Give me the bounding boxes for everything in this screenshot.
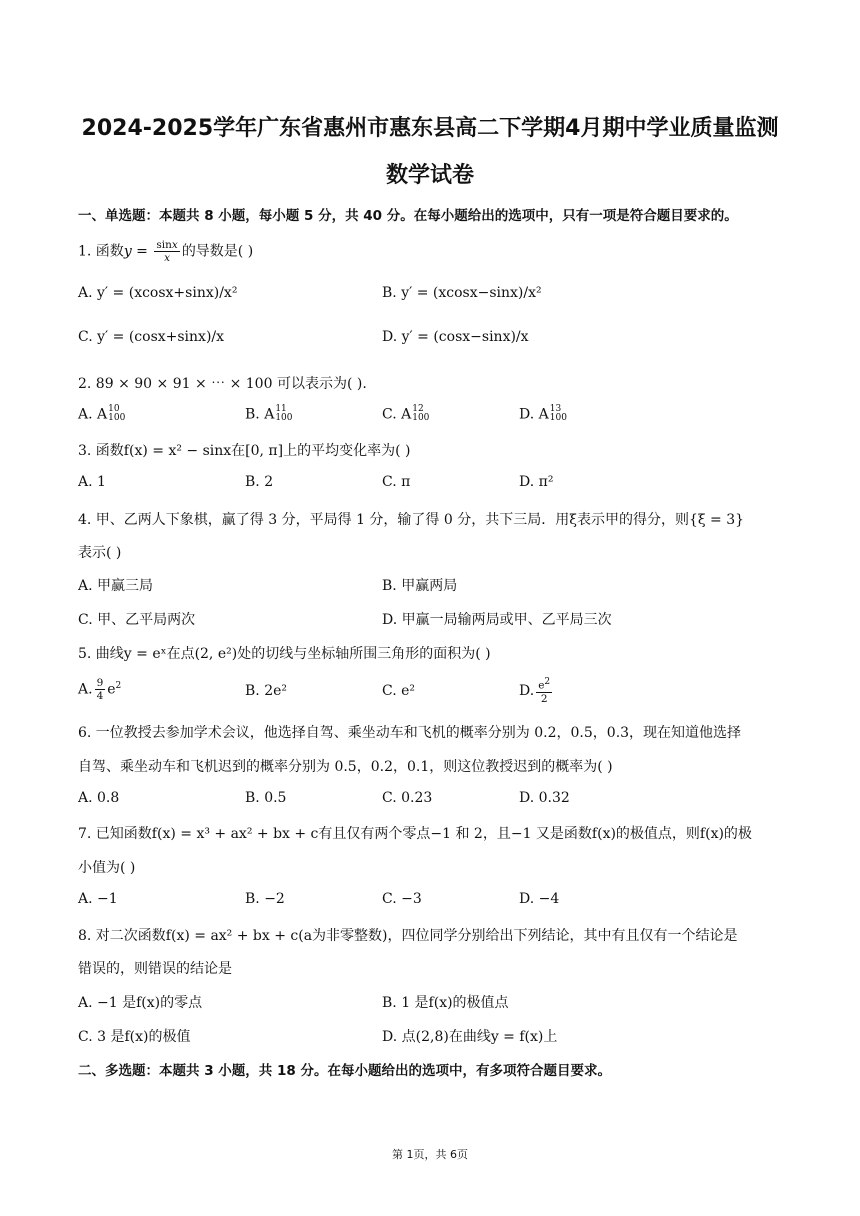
- q3-stem: 3. 函数f(x) = x² − sinx在[0, π]上的平均变化率为( ): [78, 443, 411, 459]
- q4-option-b: B. 甲赢两局: [382, 578, 458, 594]
- q6-option-d: D. 0.32: [519, 790, 570, 806]
- q7-option-d: D. −4: [519, 891, 560, 907]
- q8-option-a: A. −1 是f(x)的零点: [78, 995, 203, 1011]
- q8-stem-line1: 8. 对二次函数f(x) = ax² + bx + c(a为非零整数)，四位同学分别给出下列结论，其中有且仅有一个结论是: [78, 928, 738, 944]
- q3-option-b: B. 2: [245, 474, 274, 490]
- q6-option-c: C. 0.23: [382, 790, 433, 806]
- q2-option-d: D. A 13 100: [519, 404, 567, 424]
- section-1-header: 一、单选题：本题共 8 小题，每小题 5 分，共 40 分。在每小题给出的选项中，只有一项是符合题目要求的。: [78, 208, 738, 224]
- exam-title-line1: 2024-2025学年广东省惠州市惠东县高二下学期4月期中学业质量监测: [81, 116, 779, 141]
- q2-stem: 2. 89 × 90 × 91 × ⋯ × 100 可以表示为( ).: [78, 376, 367, 392]
- q4-stem-line2: 表示( ): [78, 545, 122, 561]
- q5-option-a-label: A.: [78, 681, 93, 698]
- q7-option-b: B. −2: [245, 891, 285, 907]
- q5-option-a: A. $\frac{9}{4}$ $e^2$: [78, 677, 122, 703]
- q7-option-a: A. −1: [78, 891, 118, 907]
- q8-option-d: D. 点(2,8)在曲线y = f(x)上: [382, 1029, 558, 1045]
- q2-option-c: C. A 12 100: [382, 404, 430, 424]
- q6-option-b: B. 0.5: [245, 790, 287, 806]
- q2-option-c-text: C. A: [382, 406, 412, 423]
- q5-option-d-fraction: $\frac{e^2}{2}$: [538, 677, 551, 705]
- q5-option-b: B. 2e²: [245, 683, 287, 699]
- q1-stem-post: 的导数是( ): [181, 243, 254, 260]
- q6-stem-line1: 6. 一位教授去参加学术会议，他选择自驾、乘坐动车和飞机的概率分别为 0.2，0.5，0.3，现在知道他选择: [78, 725, 742, 741]
- q1-option-a: A. y′ = (xcosx+sinx)/x²: [78, 285, 238, 301]
- exam-title-line2: 数学试卷: [385, 163, 474, 188]
- q1-option-c: C. y′ = (cosx+sinx)/x: [78, 329, 225, 345]
- q8-stem-line2: 错误的，则错误的结论是: [78, 961, 232, 977]
- q8-option-c: C. 3 是f(x)的极值: [78, 1029, 191, 1045]
- q1-fraction: $\frac{\sin x}{x}$: [156, 239, 178, 265]
- q6-option-a: A. 0.8: [78, 790, 120, 806]
- q1-option-d: D. y′ = (cosx−sinx)/x: [382, 329, 529, 345]
- q2-option-d-text: D. A: [519, 406, 549, 423]
- q1-stem: 1. 函数y = $\frac{\sin x}{x}$ 的导数是( ): [78, 239, 254, 265]
- q3-option-a: A. 1: [78, 474, 106, 490]
- q1-option-b: B. y′ = (xcosx−sinx)/x²: [382, 285, 542, 301]
- q2-option-b: B. A 11 100: [245, 404, 293, 424]
- q2-option-a-text: A. A: [78, 406, 108, 423]
- q7-stem-line2: 小值为( ): [78, 860, 136, 876]
- q2-option-b-text: B. A: [245, 406, 275, 423]
- page-footer: 第 1页，共 6页: [392, 1148, 468, 1161]
- q3-option-d: D. π²: [519, 474, 554, 490]
- q5-option-d-label: D.: [519, 682, 535, 699]
- q3-option-c: C. π: [382, 474, 411, 490]
- q5-option-c: C. e²: [382, 683, 416, 699]
- q7-option-c: C. −3: [382, 891, 422, 907]
- q4-option-c: C. 甲、乙平局两次: [78, 612, 196, 628]
- q4-option-d: D. 甲赢一局输两局或甲、乙平局三次: [382, 612, 612, 628]
- q5-stem: 5. 曲线y = eˣ在点(2, e²)处的切线与坐标轴所围三角形的面积为( ): [78, 646, 491, 662]
- q6-stem-line2: 自驾、乘坐动车和飞机迟到的概率分别为 0.5，0.2，0.1，则这位教授迟到的概率为( ): [78, 759, 613, 775]
- section-2-header: 二、多选题：本题共 3 小题，共 18 分。在每小题给出的选项中，有多项符合题目要求。: [78, 1063, 611, 1079]
- q4-option-a: A. 甲赢三局: [78, 578, 154, 594]
- q7-stem-line1: 7. 已知函数f(x) = x³ + ax² + bx + c有且仅有两个零点−1 和 2，且−1 又是函数f(x)的极值点，则f(x)的极: [78, 826, 752, 842]
- q5-option-a-fraction: $\frac{9}{4}$: [96, 677, 104, 703]
- q1-stem-pre: 1. 函数: [78, 243, 124, 260]
- q4-stem-line1: 4. 甲、乙两人下象棋，赢了得 3 分，平局得 1 分，输了得 0 分，共下三局．用ξ表示甲的得分，则{ξ = 3}: [78, 512, 745, 528]
- q2-option-a: A. A 10 100: [78, 404, 126, 424]
- q8-option-b: B. 1 是f(x)的极值点: [382, 995, 509, 1011]
- q5-option-d: [519, 677, 554, 705]
